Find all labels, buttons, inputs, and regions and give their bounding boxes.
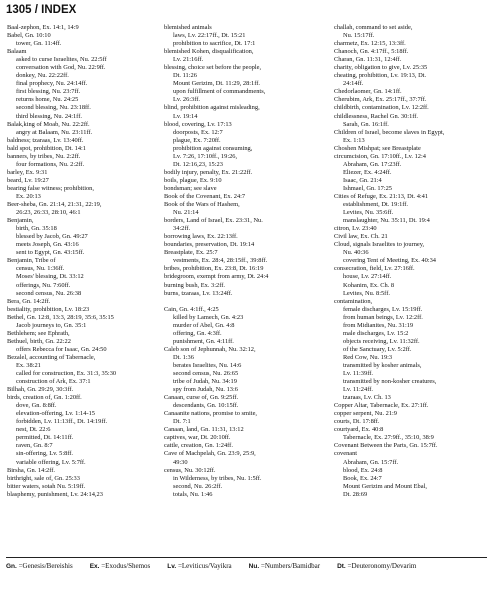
index-subentry: Mount Gerizim, Dt. 11:29, 28:1ff. — [173, 80, 260, 88]
legend-abbreviation: Ex. — [89, 563, 100, 570]
legend-abbreviation: Dt. — [337, 563, 346, 570]
index-entry: Canaan, land, Gn. 11:31, 13:12 — [164, 426, 244, 434]
index-subentry: murder of Abel, Gn. 4:8 — [173, 321, 235, 329]
index-subentry: Dt. 1:36 — [173, 353, 194, 361]
index-entry: blemished Kohen, disqualification, — [164, 48, 254, 56]
index-subentry: Lv. 26:3ff. — [173, 96, 200, 104]
index-entry: Cain, Gn. 4:1ff., 4:25 — [164, 305, 219, 313]
index-subentry: doorposts, Ex. 12:7 — [173, 128, 223, 136]
index-subentry: construction of Ark, Ex. 37:1 — [16, 378, 91, 386]
index-subentry: Ex. 38:21 — [16, 361, 41, 369]
index-entry: cheating, prohibition, Lv. 19:13, Dt. — [334, 72, 427, 80]
index-entry: Copper Altar, Tabernacle, Ex. 27:1ff. — [334, 402, 429, 410]
index-subentry: punishment, Gn. 4:11ff. — [173, 337, 234, 345]
index-entry: bodily injury, penalty, Ex. 21:22ff. — [164, 168, 253, 176]
index-entry — [164, 298, 326, 306]
index-subentry: birth, Gn. 35:18 — [16, 225, 57, 233]
index-subentry: offering, Gn. 4:3ff. — [173, 329, 222, 337]
index-subentry: spy from Judah, Nu. 13:6 — [173, 386, 238, 394]
index-subentry: Dt. 11:26 — [173, 72, 197, 80]
index-entry: Charan, Gn. 11:31, 12:4ff. — [334, 56, 402, 64]
index-subentry: tribe of Judah, Nu. 34:19 — [173, 378, 237, 386]
index-subentry: 26:23, 26:33, 28:10, 46:1 — [16, 209, 81, 217]
index-subentry: 34:2ff. — [173, 225, 191, 233]
index-entry: Bethel, Gn. 12:8, 13:3, 28:19, 35:6, 35:15 — [7, 313, 114, 321]
index-entry: Chanoch, Gn. 4:17ff., 5:18ff. — [334, 48, 409, 56]
page-header: 1305 / INDEX — [6, 4, 77, 16]
index-subentry: 49:30 — [173, 458, 188, 466]
index-entry: Chedorlaomer, Gn. 14:1ff. — [334, 88, 402, 96]
index-entry: childlessness, Rachel Gn. 30:1ff. — [334, 112, 419, 120]
index-subentry: tzaraas, Lv. Ch. 13 — [343, 394, 391, 402]
index-entry: bondsman; see slave — [164, 184, 217, 192]
index-subentry: Dt. 7:1 — [173, 418, 191, 426]
legend-book-name: =Genesis/Bereishis — [18, 562, 73, 570]
index-subentry: in Wilderness, by tribes, Nu. 1:5ff. — [173, 474, 262, 482]
index-entry: Cities of Refuge, Ex. 21:13, Dt. 4:41 — [334, 192, 429, 200]
index-subentry: Dt. 12:16,23, 15:23 — [173, 160, 223, 168]
index-subentry: elevation-offering, Lv. 1:14-15 — [16, 410, 95, 418]
index-subentry: meets Joseph, Gn. 43:16 — [16, 241, 79, 249]
index-subentry: returns home, Nu. 24:25 — [16, 96, 79, 104]
index-entry: Book of the Covenant, Ex. 24:7 — [164, 192, 246, 200]
index-subentry: from Midianites, Nu. 31:19 — [343, 321, 414, 329]
index-entry: Civil law, Ex. Ch. 21 — [334, 233, 388, 241]
index-subentry: angry at Balaam, Nu. 23:11ff. — [16, 128, 93, 136]
index-entry: charity, obligation to give, Lv. 25:35 — [334, 64, 428, 72]
index-entry: borrowing laws, Ex. 22:13ff. — [164, 233, 238, 241]
index-entry: Babel, Gn. 10:10 — [7, 32, 51, 40]
index-subentry: asked to curse Israelites, Nu. 22:5ff — [16, 56, 107, 64]
index-entry: Balaam — [7, 48, 27, 56]
legend-book-name: =Deuteronomy/Devarim — [347, 562, 417, 570]
index-subentry: Sarah, Gn. 16:1ff. — [343, 120, 389, 128]
index-entry: burning bush, Ex. 3:2ff. — [164, 281, 225, 289]
index-subentry: tower, Gn. 11:4ff. — [16, 40, 62, 48]
index-entry: Covenant Between the Parts, Gn. 15:7ff. — [334, 442, 438, 450]
index-entry: cattle, creation, Gn. 1:24ff. — [164, 442, 233, 450]
index-entry: captives, war, Dt. 20:10ff. — [164, 434, 231, 442]
index-subentry: Kohanim, Ex. Ch. 8 — [343, 281, 395, 289]
index-entry: challah, command to set aside, — [334, 24, 413, 31]
index-entry: census, Nu. 30:12ff. — [164, 466, 216, 474]
legend-abbreviation: Nu. — [248, 563, 260, 570]
legend-abbreviation: Lv. — [167, 563, 177, 570]
index-entry: Birsha, Gn. 14:2ff. — [7, 466, 55, 474]
index-subentry: covering Tent of Meeting, Ex. 40:34 — [343, 257, 436, 265]
index-subentry: offerings, Nu. 7:60ff. — [16, 281, 71, 289]
legend-book-name: =Leviticus/Vayikra — [177, 562, 232, 570]
index-column-2 — [164, 24, 326, 543]
index-entry: bestiality, prohibition, Lv. 18:23 — [7, 305, 90, 313]
index-subentry: sent to Egypt, Gn. 43:15ff. — [16, 249, 85, 257]
index-subentry: Eliezer, Ex. 4:24ff. — [343, 168, 392, 176]
index-subentry: Nu. 15:17ff. — [343, 32, 375, 40]
index-subentry: Red Cow, Nu. 19:3 — [343, 353, 393, 361]
index-entry: Benjamin, Tribe of — [7, 257, 56, 265]
index-subentry: Ishmael, Gn. 17:25 — [343, 184, 392, 192]
index-subentry: berates Israelites, Nu. 14:6 — [173, 361, 242, 369]
index-entry: beard, Lv. 19:27 — [7, 176, 49, 184]
index-entry: Bera, Gn. 14:2ff. — [7, 297, 51, 305]
index-subentry: plague, Ex. 7:20ff. — [173, 136, 221, 144]
index-subentry: establishment, Dt. 19:1ff. — [343, 201, 409, 209]
index-subentry: Lv. 21:16ff. — [173, 56, 204, 64]
index-subentry: female discharges, Lv. 15:19ff. — [343, 305, 423, 313]
index-entry: baldness; tzaraas, Lv. 13:40ff. — [7, 136, 84, 144]
index-entry: Cave of Machpelah, Gn. 23:9, 25:9, — [164, 450, 256, 458]
index-entry: blind, prohibition against misleading, — [164, 104, 260, 112]
index-entry: borders, Land of Israel, Ex. 23:31, Nu. — [164, 217, 263, 225]
index-entry: Cloud, signals Israelites to journey, — [334, 241, 425, 249]
index-subentry: Tabernacle, Ex. 27:9ff., 35:10, 38:9 — [343, 434, 434, 442]
index-subentry: blood, Ex. 24:8 — [343, 466, 383, 474]
index-entry: Canaanite nations, promise to smite, — [164, 410, 258, 418]
index-entry: covenant — [334, 450, 358, 458]
index-entry: citron, Lv. 23:40 — [334, 225, 377, 233]
index-entry: bridegroom, exempt from army, Dt. 24:4 — [164, 273, 269, 281]
index-subentry: from human beings, Lv. 12:2ff. — [343, 313, 423, 321]
index-subentry: male discharges, Lv. 15:2 — [343, 329, 409, 337]
index-subentry: Nu. 21:14 — [173, 209, 199, 217]
index-entry: Book of the Wars of Hashem, — [164, 201, 240, 209]
index-subentry: Levites, Nu. 8:5ff. — [343, 289, 390, 297]
index-subentry: transmitted by non-kosher creatures, — [343, 378, 437, 386]
footer-rule — [6, 557, 487, 558]
index-entry: Bezalel, accounting of Tabernacle, — [7, 353, 96, 361]
index-entry: Cherubim, Ark, Ex. 25:17ff., 37:7ff. — [334, 96, 427, 104]
index-subentry: Ex. 1:13 — [343, 136, 365, 144]
index-entry: Canaan, curse of, Gn. 9:25ff. — [164, 394, 239, 402]
index-entry: bribes, prohibition, Ex. 23:8, Dt. 16:19 — [164, 265, 264, 273]
index-subentry: second census, Nu. 26:38 — [16, 289, 82, 297]
index-entry: blessing, choice set before the people, — [164, 64, 262, 72]
index-entry: burns, tzaraas, Lv. 13:24ff. — [164, 289, 233, 297]
legend-book-name: =Numbers/Bamidbar — [260, 562, 321, 570]
index-entry: courtyard, Ex. 40:8 — [334, 426, 384, 434]
index-subentry: forbidden, Lv. 11:13ff., Dt. 14:19ff. — [16, 418, 108, 426]
index-entry: blasphemy, punishment, Lv. 24:14,23 — [7, 490, 103, 498]
index-subentry: Lv. 11:24ff. — [343, 386, 373, 394]
index-entry: Baal-zephon, Ex. 14:1, 14:9 — [7, 24, 79, 31]
index-subentry: Ex. 20:13 — [16, 192, 41, 200]
index-entry: birthright, sale of, Gn. 25:33 — [7, 474, 80, 482]
index-subentry: Book, Ex. 24:7 — [343, 474, 382, 482]
index-subentry: permitted, Dt. 14:11ff. — [16, 434, 74, 442]
index-subentry: blessed by Jacob, Gn. 49:27 — [16, 233, 88, 241]
index-subentry: Mount Gerizim and Mount Ebal, — [343, 482, 427, 490]
index-subentry: second census, Nu. 26:65 — [173, 370, 239, 378]
abbreviation-legend — [6, 562, 487, 571]
index-subentry: of the Sanctuary, Lv. 5:2ff. — [343, 345, 412, 353]
index-subentry: Lv. 19:14 — [173, 112, 198, 120]
index-subentry: donkey, Nu. 22:22ff. — [16, 72, 69, 80]
index-subentry: Lv. 7:26, 17:10ff., 19:26, — [173, 152, 238, 160]
index-entry: Beer-sheba, Gn. 21:14, 21:31, 22:19, — [7, 201, 102, 209]
index-subentry: third blessing, Nu. 24:1ff. — [16, 112, 82, 120]
index-entry: Bilhah, Gn. 29:29, 30:3ff. — [7, 386, 74, 394]
index-subentry: manslaughter, Nu. 35:11, Dt. 19:4 — [343, 217, 430, 225]
index-entry: charmetz, Ex. 12:15, 13:3ff. — [334, 40, 406, 48]
index-subentry: prohibition to sacrifice, Dt. 17:1 — [173, 40, 256, 48]
index-entry: bitter waters, sotah Nu. 5:19ff. — [7, 482, 86, 490]
index-entry: circumcision, Gn. 17:10ff., Lv. 12:4 — [334, 152, 426, 160]
index-entry: Caleb son of Jephunnah, Nu. 32:12, — [164, 345, 256, 353]
index-entry: banners, by tribes, Nu. 2:2ff. — [7, 152, 81, 160]
index-entry: Children of Israel, become slaves in Egypt, — [334, 128, 445, 136]
index-subentry: totals, Nu. 1:46 — [173, 490, 213, 498]
index-entry: courts, Dt. 17:8ff. — [334, 418, 380, 426]
index-subentry: first blessing, Nu. 23:7ff. — [16, 88, 81, 96]
index-subentry: Abraham, Gn. 17:23ff. — [343, 160, 402, 168]
index-entry: Choshen Mishpat; see Breastplate — [334, 144, 421, 152]
index-entry: copper serpent, Nu. 21:9 — [334, 410, 398, 418]
index-subentry: Isaac, Gn. 21:4 — [343, 176, 382, 184]
index-entry: Bethuel, birth, Gn. 22:22 — [7, 337, 71, 345]
index-subentry: Lv. 11:39ff. — [343, 370, 373, 378]
index-subentry: Levites, Nu. 35:6ff. — [343, 209, 394, 217]
index-entry: boundaries, preservation, Dt. 19:14 — [164, 241, 255, 249]
index-subentry: dove, Gn. 8:8ff. — [16, 402, 57, 410]
index-subentry: upon fulfillment of commandments, — [173, 88, 266, 96]
index-subentry: Dt. 28:69 — [343, 490, 368, 498]
index-subentry: Abraham, Gn. 15:7ff. — [343, 458, 399, 466]
index-entry: Bethlehem; see Ephrath, — [7, 329, 70, 337]
index-subentry: called for construction, Ex. 31:3, 35:30 — [16, 370, 117, 378]
index-subentry: Moses' blessing, Dt. 33:12 — [16, 273, 84, 281]
index-subentry: Nu. 40:36 — [343, 249, 369, 257]
index-subentry: Jacob journeys to, Gn. 35:1 — [16, 321, 87, 329]
index-subentry: laws, Lv. 22:17ff., Dt. 15:21 — [173, 32, 246, 40]
index-subentry: 24:14ff. — [343, 80, 364, 88]
index-column-1 — [7, 24, 157, 543]
index-subentry: conversation with God, Nu. 22:9ff. — [16, 64, 106, 72]
index-entry: childbirth, contamination, Lv. 12:2ff. — [334, 104, 429, 112]
index-subentry: final prophecy, Nu. 24:14ff. — [16, 80, 88, 88]
index-entry: consecration, field, Lv. 27:16ff. — [334, 265, 415, 273]
index-subentry: raven, Gn. 8:7 — [16, 442, 53, 450]
index-entry: birds, creation of, Gn. 1:20ff. — [7, 394, 82, 402]
index-subentry: objects receiving, Lv. 11:32ff. — [343, 337, 420, 345]
index-subentry: offers Rebecca for Isaac, Gn. 24:50 — [16, 345, 107, 353]
index-subentry: census, Nu. 1:36ff. — [16, 265, 65, 273]
index-entry: blemished animals — [164, 24, 212, 31]
index-subentry: descendants, Gn. 10:15ff. — [173, 402, 239, 410]
index-entry: bearing false witness; prohibition, — [7, 184, 94, 192]
index-subentry: second blessing, Nu. 23:18ff. — [16, 104, 91, 112]
index-entry: Benjamin, — [7, 217, 34, 225]
index-subentry: vestments, Ex. 28:4, 28:15ff., 39:8ff. — [173, 257, 268, 265]
index-subentry: variable offering, Lv. 5:7ff. — [16, 458, 86, 466]
index-subentry: second, Nu. 26:2ff. — [173, 482, 223, 490]
index-subentry: killed by Lamech, Gn. 4:23 — [173, 313, 244, 321]
index-subentry: transmitted by kosher animals, — [343, 361, 422, 369]
index-subentry: sin-offering, Lv. 5:8ff. — [16, 450, 74, 458]
legend-abbreviation: Gn. — [6, 563, 17, 570]
index-subentry: nest, Dt. 22:6 — [16, 426, 51, 434]
index-subentry: four formations, Nu. 2:2ff. — [16, 160, 85, 168]
index-subentry: house, Lv. 27:14ff. — [343, 273, 392, 281]
index-entry: boils, plague, Ex. 9:10 — [164, 176, 222, 184]
index-entry: barley, Ex. 9:31 — [7, 168, 48, 176]
index-entry: Breastplate, Ex. 25:7 — [164, 249, 218, 257]
index-entry: blood, covering, Lv. 17:13 — [164, 120, 232, 128]
legend-book-name: =Exodus/Shemos — [101, 562, 151, 570]
index-subentry: prohibition against consuming, — [173, 144, 253, 152]
index-column-3 — [334, 24, 489, 543]
index-entry: bald spot, prohibition, Dt. 14:1 — [7, 144, 86, 152]
index-entry: Balak,king of Moab, Nu. 22:2ff. — [7, 120, 90, 128]
index-entry: contamination, — [334, 297, 373, 305]
